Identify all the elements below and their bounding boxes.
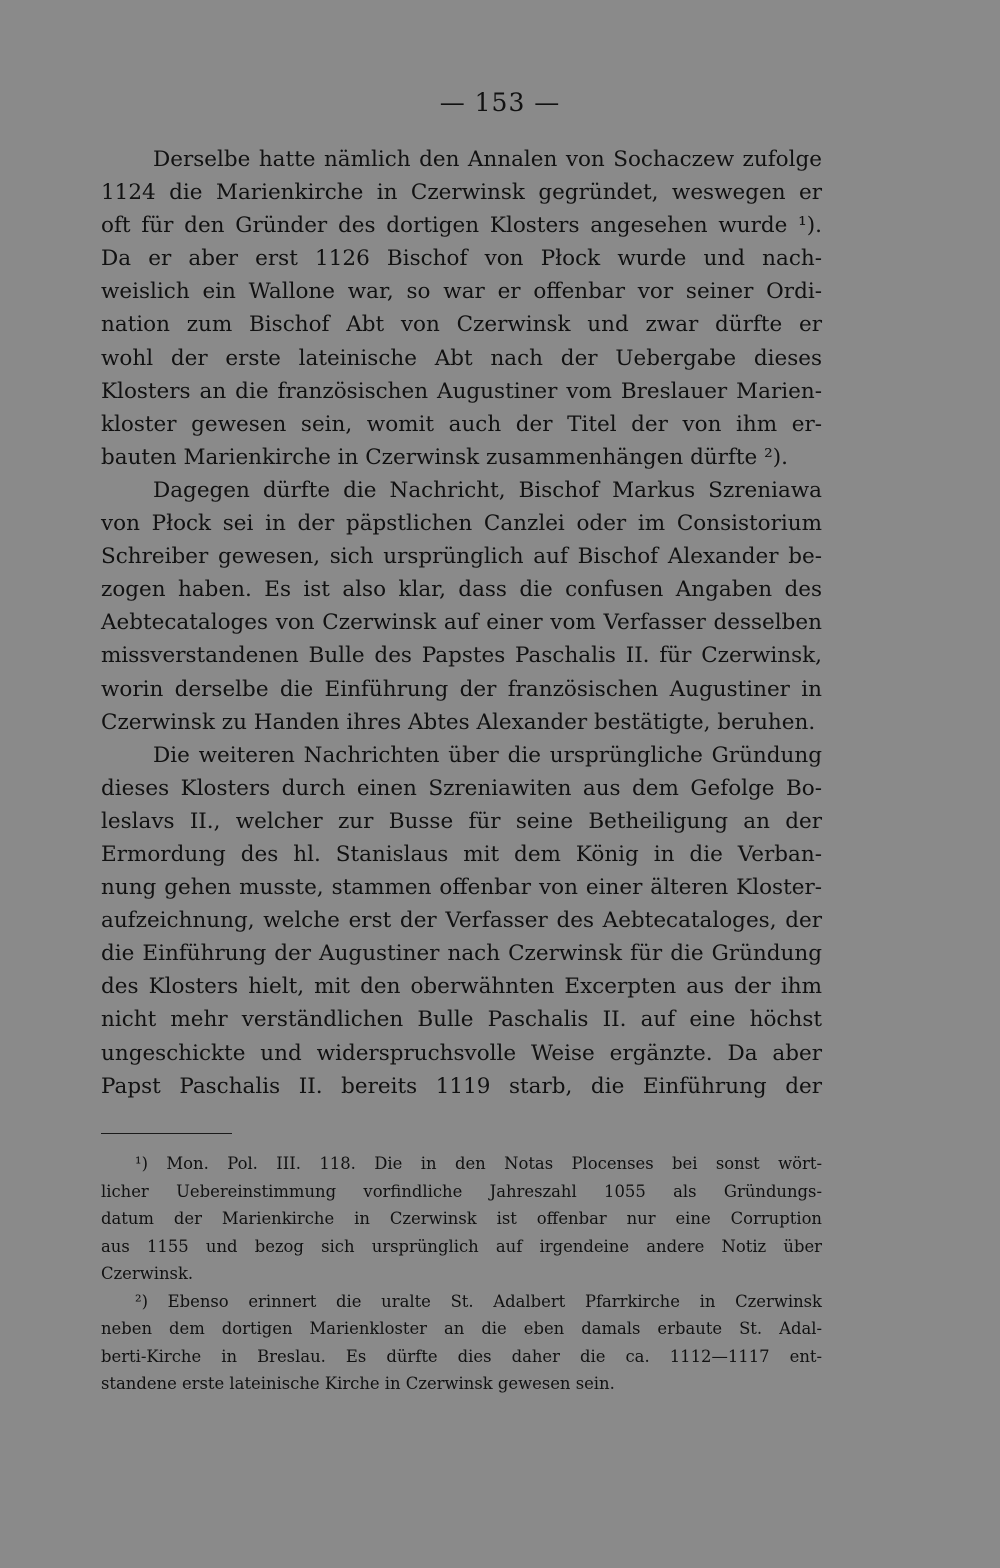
text-line: oft für den Gründer des dortigen Klosters angesehen wurde ¹). <box>101 213 822 239</box>
text-line: leslavs II., welcher zur Busse für seine Betheiligung an der <box>101 808 822 834</box>
text-line: missverstandenen Bulle des Papstes Paschalis II. für Czerwinsk, <box>101 643 822 669</box>
text-line: ungeschickte und widerspruchsvolle Weise ergänzte. Da aber <box>101 1040 822 1066</box>
text-line: bauten Marienkirche in Czerwinsk zusammenhängen dürfte ²). <box>101 444 788 470</box>
text-line: Derselbe hatte nämlich den Annalen von Sochaczew zufolge <box>153 147 822 172</box>
text-line: Schreiber gewesen, sich ursprünglich auf Bischof Alexander be- <box>101 544 822 570</box>
footnote-line: datum der Marienkirche in Czerwinsk ist offenbar nur eine Corruption <box>101 1209 822 1228</box>
main-text <box>101 143 822 1103</box>
footnote-line: licher Uebereinstimmung vorfindliche Jahreszahl 1055 als Gründungs- <box>101 1181 822 1201</box>
text-line: Czerwinsk zu Handen ihres Abtes Alexander bestätigte, beruhen. <box>101 709 816 735</box>
text-line: nation zum Bischof Abt von Czerwinsk und zwar dürfte er <box>101 312 822 338</box>
footnote-line: ²) Ebenso erinnert die uralte St. Adalbert Pfarrkirche in Czerwinsk <box>135 1291 822 1311</box>
text-line: Papst Paschalis II. bereits 1119 starb, die Einführung der <box>101 1073 822 1099</box>
text-line: des Klosters hielt, mit den oberwähnten Excerpten aus der ihm <box>101 974 822 1000</box>
text-line: Ermordung des hl. Stanislaus mit dem König in die Verban- <box>101 841 822 867</box>
text-line: die Einführung der Augustiner nach Czerwinsk für die Gründung <box>101 941 822 967</box>
text-line: Da er aber erst 1126 Bischof von Płock wurde und nach- <box>101 246 822 272</box>
text-line: worin derselbe die Einführung der französischen Augustiner in <box>101 676 822 702</box>
text-line: dieses Klosters durch einen Szreniawiten aus dem Gefolge Bo- <box>101 775 822 801</box>
page-number: — 153 — <box>439 88 561 117</box>
text-line: 1124 die Marienkirche in Czerwinsk gegründet, weswegen er <box>101 180 822 206</box>
text-line: Dagegen dürfte die Nachricht, Bischof Markus Szreniawa <box>153 477 822 503</box>
footnote-line: berti-Kirche in Breslau. Es dürfte dies daher die ca. 1112—1117 ent- <box>101 1346 822 1366</box>
text-line: nicht mehr verständlichen Bulle Paschalis II. auf eine höchst <box>101 1007 822 1033</box>
text-line: weislich ein Wallone war, so war er offenbar vor seiner Ordi- <box>101 279 822 305</box>
text-line: nung gehen musste, stammen offenbar von einer älteren Kloster- <box>101 875 822 901</box>
text-line: von Płock sei in der päpstlichen Canzlei oder im Consistorium <box>101 511 822 537</box>
footnote-line: aus 1155 und bezog sich ursprünglich auf irgendeine andere Notiz über <box>101 1236 822 1256</box>
footnote-line: Czerwinsk. <box>101 1264 194 1283</box>
footnote-line: neben dem dortigen Marienkloster an die eben damals erbaute St. Adal- <box>101 1319 822 1338</box>
footnote-line: ¹) Mon. Pol. III. 118. Die in den Notas Plocenses bei sonst wört- <box>135 1154 822 1173</box>
text-line: Die weiteren Nachrichten über die ursprüngliche Gründung <box>153 742 822 768</box>
text-line: wohl der erste lateinische Abt nach der Uebergabe dieses <box>101 345 822 371</box>
text-line: kloster gewesen sein, womit auch der Titel der von ihm er- <box>101 411 822 437</box>
text-line: Aebtecataloges von Czerwinsk auf einer vom Verfasser desselben <box>101 610 822 636</box>
text-line: zogen haben. Es ist also klar, dass die confusen Angaben des <box>101 577 822 603</box>
footnote-separator <box>101 1133 232 1134</box>
footnotes <box>101 1150 822 1398</box>
text-line: aufzeichnung, welche erst der Verfasser des Aebtecataloges, der <box>101 908 822 934</box>
text-line: Klosters an die französischen Augustiner vom Breslauer Marien- <box>101 378 822 404</box>
footnote-line: standene erste lateinische Kirche in Czerwinsk gewesen sein. <box>101 1374 615 1393</box>
